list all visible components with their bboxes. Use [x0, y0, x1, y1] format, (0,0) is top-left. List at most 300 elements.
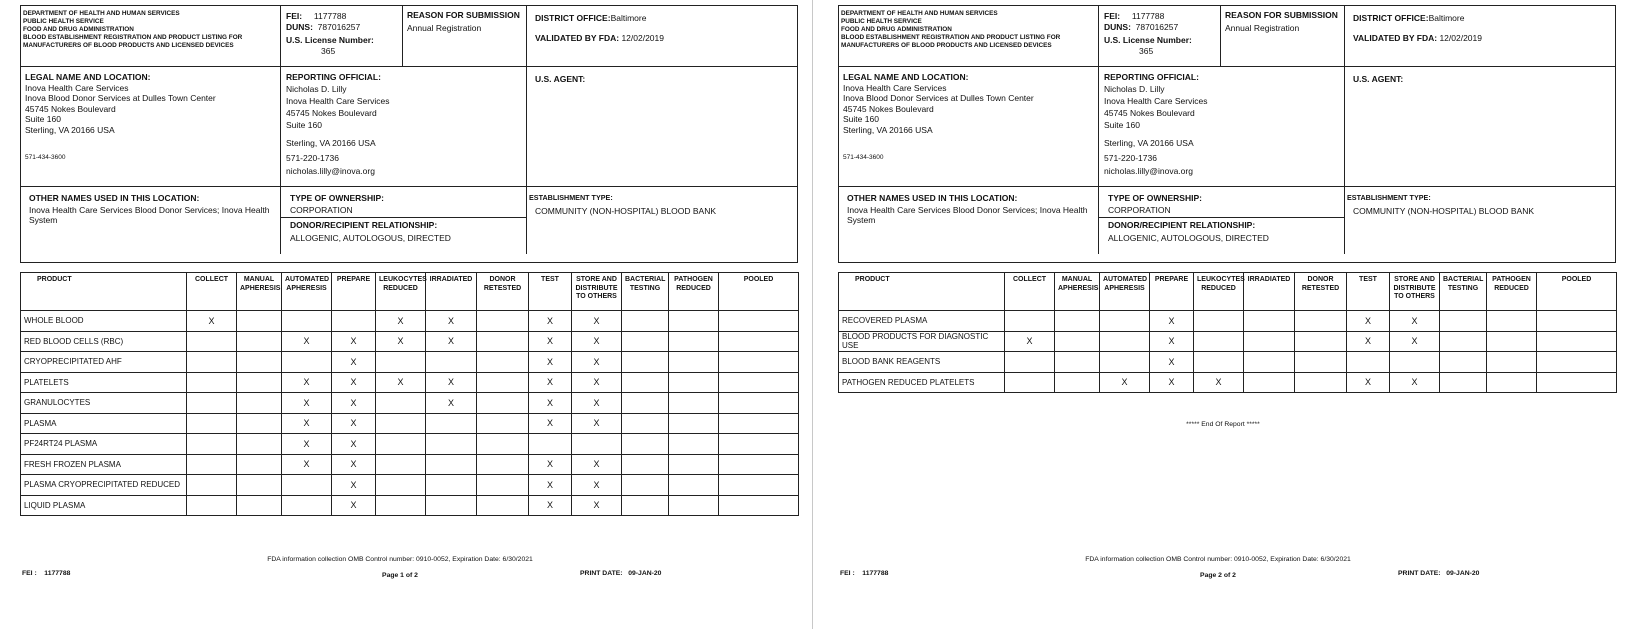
activity-mark — [187, 372, 237, 393]
official-phone: 571-220-1736 — [286, 153, 339, 163]
column-header: TEST — [529, 273, 572, 311]
official-city: Sterling, VA 20166 USA — [1104, 137, 1194, 148]
est-type-value: COMMUNITY (NON-HOSPITAL) BLOOD BANK — [1353, 206, 1535, 216]
column-header: TEST — [1347, 273, 1390, 311]
activity-mark — [477, 475, 529, 496]
print-date-label: PRINT DATE: — [1398, 570, 1441, 577]
activity-mark — [1244, 372, 1295, 393]
product-name: FRESH FROZEN PLASMA — [21, 454, 187, 475]
fei-label: FEI: — [1104, 11, 1121, 21]
activity-mark — [237, 372, 282, 393]
activity-mark: X — [376, 311, 426, 332]
official-line: Inova Health Care Services — [1104, 95, 1208, 106]
report-page-1 — [0, 0, 810, 629]
product-row — [21, 372, 799, 393]
product-row — [839, 311, 1617, 332]
activity-mark — [477, 331, 529, 352]
district-value: Baltimore — [610, 13, 647, 23]
reason-block — [407, 10, 527, 33]
activity-mark: X — [426, 311, 477, 332]
fei-label: FEI: — [286, 11, 303, 21]
district-block — [535, 13, 795, 43]
est-type-label: ESTABLISHMENT TYPE: — [529, 193, 613, 202]
divider — [280, 6, 281, 66]
activity-mark — [669, 454, 719, 475]
official-phone: 571-220-1736 — [1104, 153, 1157, 163]
divider — [280, 217, 526, 218]
activity-mark — [282, 495, 332, 516]
reason-block — [1225, 10, 1345, 33]
official-line: 45745 Nokes Boulevard — [286, 107, 377, 118]
activity-mark — [376, 413, 426, 434]
fei-value: 1177788 — [1131, 11, 1165, 21]
activity-mark: X — [1150, 352, 1194, 373]
activity-mark — [1487, 352, 1537, 373]
activity-mark — [332, 311, 376, 332]
agency-line: BLOOD ESTABLISHMENT REGISTRATION AND PRODUCT LISTING FOR — [23, 34, 243, 41]
activity-mark — [426, 413, 477, 434]
activity-mark — [669, 434, 719, 455]
agency-line: DEPARTMENT OF HEALTH AND HUMAN SERVICES — [23, 10, 180, 17]
activity-mark — [1055, 311, 1100, 332]
activity-mark — [1244, 331, 1295, 352]
activity-mark — [237, 475, 282, 496]
est-type-block — [1347, 193, 1613, 217]
activity-mark — [719, 393, 799, 414]
activity-mark: X — [572, 352, 622, 373]
activity-mark — [572, 434, 622, 455]
official-line: Inova Health Care Services — [286, 95, 390, 106]
column-header: PRODUCT — [21, 273, 187, 311]
activity-mark: X — [332, 331, 376, 352]
activity-mark — [426, 352, 477, 373]
activity-mark — [1055, 331, 1100, 352]
activity-mark — [1005, 311, 1055, 332]
activity-mark — [477, 434, 529, 455]
activity-mark: X — [529, 475, 572, 496]
column-header: AUTOMATED APHERESIS — [1100, 273, 1150, 311]
district-label: DISTRICT OFFICE: — [535, 13, 611, 23]
donor-label: DONOR/RECIPIENT RELATIONSHIP: — [1108, 220, 1256, 230]
product-row — [21, 454, 799, 475]
activity-mark — [477, 311, 529, 332]
license-label: U.S. License Number: — [1104, 35, 1192, 45]
activity-mark: X — [282, 393, 332, 414]
table-header-row — [839, 273, 1617, 311]
activity-mark — [1440, 352, 1487, 373]
activity-mark — [237, 434, 282, 455]
other-names-label: OTHER NAMES USED IN THIS LOCATION: — [847, 193, 1018, 203]
omb-notice: FDA information collection OMB Control number: 0910-0052, Expiration Date: 6/30/2021 — [1085, 556, 1351, 563]
activity-mark — [187, 413, 237, 434]
agency-line: BLOOD ESTABLISHMENT REGISTRATION AND PRODUCT LISTING FOR — [841, 34, 1061, 41]
legal-line: Sterling, VA 20166 USA — [25, 124, 115, 135]
activity-mark: X — [572, 454, 622, 475]
column-header: PREPARE — [1150, 273, 1194, 311]
agency-line: MANUFACTURERS OF BLOOD PRODUCTS AND LICENSED DEVICES — [23, 42, 234, 49]
activity-mark — [669, 331, 719, 352]
reason-label: REASON FOR SUBMISSION — [407, 10, 520, 20]
agent-label: U.S. AGENT: — [1353, 74, 1404, 84]
activity-mark — [1295, 311, 1347, 332]
omb-notice: FDA information collection OMB Control number: 0910-0052, Expiration Date: 6/30/2021 — [267, 556, 533, 563]
activity-mark: X — [572, 413, 622, 434]
legal-line: 45745 Nokes Boulevard — [843, 103, 934, 114]
legal-line: Sterling, VA 20166 USA — [843, 124, 933, 135]
activity-mark — [669, 393, 719, 414]
activity-mark — [1487, 372, 1537, 393]
divider — [526, 6, 527, 254]
agent-label: U.S. AGENT: — [535, 74, 586, 84]
activity-mark — [1440, 372, 1487, 393]
legal-line: 45745 Nokes Boulevard — [25, 103, 116, 114]
fei-value: 1177788 — [313, 11, 347, 21]
legal-block — [25, 72, 277, 164]
activity-mark: X — [282, 454, 332, 475]
activity-mark — [237, 454, 282, 475]
column-header: DONOR RETESTED — [1295, 273, 1347, 311]
activity-mark — [719, 331, 799, 352]
license-label: U.S. License Number: — [286, 35, 374, 45]
activity-mark — [376, 352, 426, 373]
activity-mark: X — [572, 393, 622, 414]
activity-mark — [237, 393, 282, 414]
duns-label: DUNS: — [1104, 21, 1131, 32]
activity-mark: X — [282, 413, 332, 434]
legal-line: Inova Health Care Services — [843, 82, 947, 93]
donor-block — [290, 220, 524, 243]
activity-mark — [187, 331, 237, 352]
divider — [21, 186, 797, 187]
divider — [1220, 6, 1221, 66]
donor-label: DONOR/RECIPIENT RELATIONSHIP: — [290, 220, 438, 230]
activity-mark: X — [529, 331, 572, 352]
official-email: nicholas.lilly@inova.org — [1104, 165, 1193, 176]
activity-mark: X — [529, 311, 572, 332]
activity-mark: X — [529, 495, 572, 516]
donor-value: ALLOGENIC, AUTOLOGOUS, DIRECTED — [290, 232, 451, 243]
agency-line: DEPARTMENT OF HEALTH AND HUMAN SERVICES — [841, 10, 998, 17]
agency-line: MANUFACTURERS OF BLOOD PRODUCTS AND LICENSED DEVICES — [841, 42, 1052, 49]
activity-mark: X — [572, 372, 622, 393]
activity-mark — [669, 311, 719, 332]
product-name: PLASMA CRYOPRECIPITATED REDUCED — [21, 475, 187, 496]
activity-mark — [622, 475, 669, 496]
footer-fei — [22, 570, 70, 577]
activity-mark — [622, 393, 669, 414]
district-value: Baltimore — [1428, 13, 1465, 23]
reason-value: Annual Registration — [1225, 22, 1300, 33]
product-row — [21, 352, 799, 373]
activity-mark — [719, 311, 799, 332]
activity-mark: X — [529, 372, 572, 393]
official-line: Nicholas D. Lilly — [1104, 83, 1165, 94]
product-row — [839, 372, 1617, 393]
activity-mark — [1055, 372, 1100, 393]
activity-mark — [719, 454, 799, 475]
product-row — [839, 331, 1617, 352]
activity-mark: X — [332, 475, 376, 496]
activity-mark — [1244, 352, 1295, 373]
divider — [21, 66, 797, 67]
other-names-value: Inova Health Care Services Blood Donor Services; Inova Health System — [847, 204, 1088, 225]
activity-mark — [622, 413, 669, 434]
divider — [1098, 66, 1099, 254]
divider — [839, 66, 1615, 67]
activity-mark — [376, 495, 426, 516]
activity-mark — [622, 372, 669, 393]
activity-mark: X — [332, 352, 376, 373]
legal-block — [843, 72, 1095, 164]
column-header: PATHOGEN REDUCED — [669, 273, 719, 311]
column-header: COLLECT — [187, 273, 237, 311]
activity-mark — [1100, 331, 1150, 352]
activity-mark: X — [572, 311, 622, 332]
validated-label: VALIDATED BY FDA: — [535, 32, 620, 43]
activity-mark: X — [282, 434, 332, 455]
official-block — [1104, 72, 1340, 176]
ownership-block — [290, 193, 524, 215]
column-header: BACTERIAL TESTING — [1440, 273, 1487, 311]
activity-mark: X — [426, 372, 477, 393]
activity-mark — [1194, 311, 1244, 332]
page-separator — [812, 0, 813, 629]
footer-fei — [840, 570, 888, 577]
product-name: RECOVERED PLASMA — [839, 311, 1005, 332]
activity-mark: X — [529, 393, 572, 414]
activity-mark — [477, 352, 529, 373]
license-value: 365 — [1139, 45, 1154, 56]
id-block — [1104, 11, 1222, 56]
activity-mark: X — [572, 331, 622, 352]
other-names-block — [847, 193, 1092, 226]
product-row — [21, 393, 799, 414]
official-line: Suite 160 — [286, 119, 322, 130]
official-line: 45745 Nokes Boulevard — [1104, 107, 1195, 118]
end-of-report: ***** End Of Report ***** — [1186, 421, 1260, 428]
activity-mark: X — [1194, 372, 1244, 393]
activity-mark — [622, 352, 669, 373]
ownership-value: CORPORATION — [1108, 204, 1171, 215]
est-type-block — [529, 193, 795, 217]
column-header: DONOR RETESTED — [477, 273, 529, 311]
license-value: 365 — [321, 45, 336, 56]
activity-mark — [1295, 352, 1347, 373]
legal-phone: 571-434-3600 — [25, 154, 66, 161]
activity-mark: X — [426, 393, 477, 414]
footer-print-date — [1398, 570, 1479, 577]
product-row — [21, 331, 799, 352]
product-name: BLOOD BANK REAGENTS — [839, 352, 1005, 373]
activity-mark: X — [1347, 372, 1390, 393]
activity-mark — [669, 372, 719, 393]
activity-mark — [1347, 352, 1390, 373]
activity-mark: X — [1347, 311, 1390, 332]
activity-mark — [1487, 311, 1537, 332]
activity-mark — [187, 352, 237, 373]
ownership-block — [1108, 193, 1342, 215]
activity-mark — [477, 372, 529, 393]
activity-mark — [376, 434, 426, 455]
validated-value: 12/02/2019 — [621, 32, 664, 43]
activity-mark: X — [1150, 331, 1194, 352]
activity-mark — [1295, 331, 1347, 352]
print-date-value: 09-JAN-20 — [628, 570, 662, 577]
legal-line: Inova Blood Donor Services at Dulles Town Center — [843, 93, 1034, 103]
legal-line: Inova Blood Donor Services at Dulles Town Center — [25, 93, 216, 103]
legal-line: Inova Health Care Services — [25, 82, 129, 93]
activity-mark — [719, 475, 799, 496]
est-type-label: ESTABLISHMENT TYPE: — [1347, 193, 1431, 202]
activity-mark: X — [376, 372, 426, 393]
product-name: BLOOD PRODUCTS FOR DIAGNOSTIC USE — [839, 331, 1005, 352]
duns-value: 787016257 — [317, 21, 361, 32]
activity-mark: X — [529, 454, 572, 475]
divider — [402, 6, 403, 66]
page-number: Page 1 of 2 — [382, 572, 418, 579]
activity-mark — [1005, 372, 1055, 393]
reason-label: REASON FOR SUBMISSION — [1225, 10, 1338, 20]
activity-mark — [426, 475, 477, 496]
product-name: PLATELETS — [21, 372, 187, 393]
activity-mark — [237, 311, 282, 332]
est-type-value: COMMUNITY (NON-HOSPITAL) BLOOD BANK — [535, 206, 717, 216]
activity-mark: X — [1390, 311, 1440, 332]
activity-mark — [622, 331, 669, 352]
footer-fei-value: 1177788 — [862, 570, 889, 577]
validated-label: VALIDATED BY FDA: — [1353, 32, 1438, 43]
activity-mark — [1440, 331, 1487, 352]
column-header: IRRADIATED — [426, 273, 477, 311]
activity-mark: X — [572, 475, 622, 496]
footer-fei-label: FEI : — [840, 570, 855, 577]
column-header: IRRADIATED — [1244, 273, 1295, 311]
product-name: CRYOPRECIPITATED AHF — [21, 352, 187, 373]
activity-mark — [622, 495, 669, 516]
activity-mark — [237, 495, 282, 516]
column-header: MANUAL APHERESIS — [237, 273, 282, 311]
product-row — [21, 311, 799, 332]
official-line: Nicholas D. Lilly — [286, 83, 347, 94]
header-box — [20, 5, 798, 263]
column-header: MANUAL APHERESIS — [1055, 273, 1100, 311]
activity-mark — [622, 311, 669, 332]
duns-value: 787016257 — [1135, 21, 1179, 32]
agency-line: FOOD AND DRUG ADMINISTRATION — [23, 26, 134, 33]
report-page-2 — [818, 0, 1628, 629]
legal-line: Suite 160 — [25, 114, 61, 124]
print-date-value: 09-JAN-20 — [1446, 570, 1480, 577]
column-header: AUTOMATED APHERESIS — [282, 273, 332, 311]
activity-mark — [187, 434, 237, 455]
column-header: LEUKOCYTES REDUCED — [376, 273, 426, 311]
column-header: PATHOGEN REDUCED — [1487, 273, 1537, 311]
official-line: Suite 160 — [1104, 119, 1140, 130]
activity-mark — [1537, 311, 1617, 332]
other-names-block — [29, 193, 274, 226]
official-label: REPORTING OFFICIAL: — [286, 72, 381, 82]
page-number: Page 2 of 2 — [1200, 572, 1236, 579]
activity-mark — [376, 454, 426, 475]
activity-mark: X — [1100, 372, 1150, 393]
activity-mark — [1440, 311, 1487, 332]
product-row — [21, 495, 799, 516]
column-header: COLLECT — [1005, 273, 1055, 311]
reason-value: Annual Registration — [407, 22, 482, 33]
activity-mark — [477, 495, 529, 516]
activity-mark: X — [1005, 331, 1055, 352]
activity-mark — [1390, 352, 1440, 373]
district-label: DISTRICT OFFICE: — [1353, 13, 1429, 23]
activity-mark — [477, 454, 529, 475]
activity-mark — [719, 352, 799, 373]
column-header: STORE AND DISTRIBUTE TO OTHERS — [1390, 273, 1440, 311]
agency-block — [841, 10, 1096, 50]
activity-mark — [282, 311, 332, 332]
activity-mark — [187, 454, 237, 475]
product-row — [21, 413, 799, 434]
header-box — [838, 5, 1616, 263]
product-name: PATHOGEN REDUCED PLATELETS — [839, 372, 1005, 393]
activity-mark — [426, 495, 477, 516]
column-header: LEUKOCYTES REDUCED — [1194, 273, 1244, 311]
activity-mark — [237, 331, 282, 352]
activity-mark: X — [332, 495, 376, 516]
activity-mark — [1005, 352, 1055, 373]
activity-mark — [282, 475, 332, 496]
table-header-row — [21, 273, 799, 311]
activity-mark: X — [332, 413, 376, 434]
activity-mark — [1194, 352, 1244, 373]
activity-mark — [719, 372, 799, 393]
ownership-label: TYPE OF OWNERSHIP: — [1108, 193, 1202, 203]
footer-fei-value: 1177788 — [44, 570, 71, 577]
product-name: LIQUID PLASMA — [21, 495, 187, 516]
activity-mark — [376, 475, 426, 496]
product-row — [839, 352, 1617, 373]
activity-mark — [669, 475, 719, 496]
activity-mark — [187, 495, 237, 516]
activity-mark: X — [332, 434, 376, 455]
divider — [839, 186, 1615, 187]
official-city: Sterling, VA 20166 USA — [286, 137, 376, 148]
footer-fei-label: FEI : — [22, 570, 37, 577]
activity-mark: X — [1347, 331, 1390, 352]
activity-mark: X — [187, 311, 237, 332]
activity-mark — [1537, 331, 1617, 352]
donor-value: ALLOGENIC, AUTOLOGOUS, DIRECTED — [1108, 232, 1269, 243]
activity-mark — [1194, 331, 1244, 352]
id-block — [286, 11, 404, 56]
column-header: POOLED — [1537, 273, 1617, 311]
divider — [1098, 217, 1344, 218]
activity-mark: X — [529, 352, 572, 373]
activity-mark — [477, 393, 529, 414]
activity-mark — [1055, 352, 1100, 373]
activity-mark — [237, 352, 282, 373]
agency-line: PUBLIC HEALTH SERVICE — [23, 18, 104, 25]
activity-mark — [376, 393, 426, 414]
legal-label: LEGAL NAME AND LOCATION: — [25, 72, 151, 82]
activity-mark: X — [1150, 372, 1194, 393]
activity-mark: X — [282, 331, 332, 352]
agency-block — [23, 10, 278, 50]
legal-line: Suite 160 — [843, 114, 879, 124]
activity-mark — [1537, 352, 1617, 373]
activity-mark: X — [376, 331, 426, 352]
product-table — [20, 272, 799, 516]
activity-mark: X — [426, 331, 477, 352]
